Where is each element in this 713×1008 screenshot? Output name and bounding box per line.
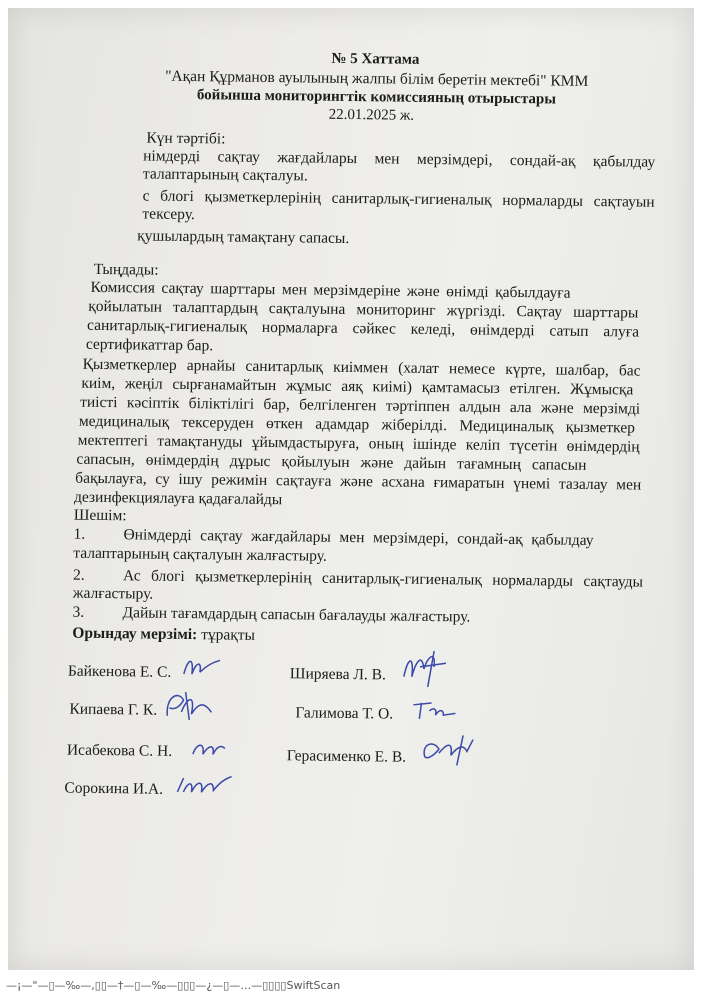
- heard-line-7: тиісті кәсіптік біліктілігі бар, белгіленген тәртіппен алдын ала және мерзімді: [80, 393, 641, 418]
- deadline-value: тұрақты: [197, 626, 256, 644]
- decision-2-line-1: Ас блогі қызметкерлерінің санитарлық-гигиеналық нормаларды сақтауды: [122, 567, 644, 591]
- heard-line-2: қойылатын талаптардың сақталуына мониторинг жүргізді. Сақтау шарттары: [88, 297, 639, 322]
- agenda-line-5: қушылардың тамақтану сапасы.: [137, 227, 350, 247]
- decision-3-number: 3.: [72, 603, 85, 621]
- decision-2-line-2: жалғастыру.: [72, 584, 154, 603]
- signature-7-icon: [173, 770, 235, 801]
- document-photo: [8, 8, 694, 970]
- signature-5-icon: [189, 736, 229, 760]
- signatory-name-4: Галимова Т. О.: [295, 704, 394, 723]
- signatory-name-2: Ширяева Л. В.: [289, 665, 387, 684]
- signature-1-icon: [180, 652, 224, 683]
- signatory-name-6: Герасименко Е. В.: [286, 747, 407, 766]
- heard-line-6: киім, жеңіл сырғанамайтын жұмыс аяқ киімі) қамтамасыз етілген. Жұмысқа: [81, 374, 634, 399]
- heard-line-8: медициналық тексеруден өткен адамдар жіберілді. Медициналық қызметкер: [78, 412, 635, 437]
- agenda-line-3: с блогі қызметкерлерінің санитарлық-гигиеналық нормаларды сақтауын: [142, 187, 655, 211]
- deadline: [72, 625, 255, 645]
- decision-1-line-2: талаптарының сақталуын жалғастыру.: [73, 544, 327, 565]
- heard-line-1: Комиссия сақтау шарттары мен мерзімдеріне және өнімді қабылдауға: [90, 278, 571, 302]
- heard-line-9: мектептегі тамақтануды ұйымдастыруға, оның ішінде келіп түсетін өнімдердің: [77, 431, 640, 456]
- decision-title: Шешім:: [73, 506, 127, 525]
- protocol-number: № 5 Хаттама: [331, 50, 420, 68]
- heard-line-5: Қызметкерлер арнайы санитарлық киіммен (халат немесе күрте, шалбар, бас: [82, 355, 641, 380]
- agenda-line-1: німдерді сақтау жағдайлары мен мерзімдері, сондай-ақ қабылдау: [143, 147, 656, 171]
- commission-line: бойынша мониторингтік комиссияның отырыстары: [196, 87, 557, 108]
- heard-title: Тыңдады:: [93, 260, 159, 279]
- signature-6-icon: [419, 731, 479, 772]
- scanner-footer: —¡—"—▯—‰—,▯▯—†—▯—‰—▯▯▯—¿—▯—…—▯▯▯▯SwiftScan: [6, 979, 341, 992]
- protocol-page: [8, 8, 694, 970]
- heard-line-11: бақылауға, су ішу режимін сақтауға және асхана ғимаратын үнемі тазалау мен: [75, 469, 642, 494]
- agenda-title: Күн тәртібі:: [146, 129, 226, 148]
- agenda-line-4: тексеру.: [142, 205, 195, 224]
- protocol-date: 22.01.2025 ж.: [328, 106, 415, 124]
- signature-4-icon: [409, 699, 459, 724]
- signature-3-icon: [161, 686, 217, 727]
- heard-line-12: дезинфекциялауға қадағалайды: [73, 488, 283, 509]
- heard-line-4: сертификаттар бар.: [85, 335, 214, 355]
- signatory-name-5: Исабекова С. Н.: [66, 741, 173, 760]
- signature-2-icon: [398, 647, 451, 692]
- decision-2-number: 2.: [72, 566, 85, 584]
- decision-3-line-1: Дайын тағамдардың сапасын бағалауды жалғастыру.: [122, 604, 471, 626]
- organization-name: "Ақан Құрманов ауылының жалпы білім беретін мектебі" КММ: [165, 67, 589, 90]
- signatory-name-3: Кипаева Г. К.: [69, 700, 158, 719]
- deadline-label: Орындау мерзімі:: [72, 624, 198, 644]
- decision-1-number: 1.: [73, 525, 86, 543]
- heard-line-10: сапасын, өнімдердің дұрыс қойылуын және дайын тағамның сапасын: [76, 450, 587, 474]
- heard-line-3: санитарлық-гигиеналық нормаларға сәйкес келеді, өнімдерді сатып алуға: [87, 316, 640, 341]
- signatory-name-1: Байкенова Е. С.: [67, 662, 172, 681]
- decision-1-line-1: Өнімдерді сақтау жағдайлары мен мерзімдері, сондай-ақ қабылдау: [123, 526, 594, 550]
- signatory-name-7: Сорокина И.А.: [64, 779, 164, 798]
- agenda-line-2: талаптарының сақталуы.: [142, 165, 308, 185]
